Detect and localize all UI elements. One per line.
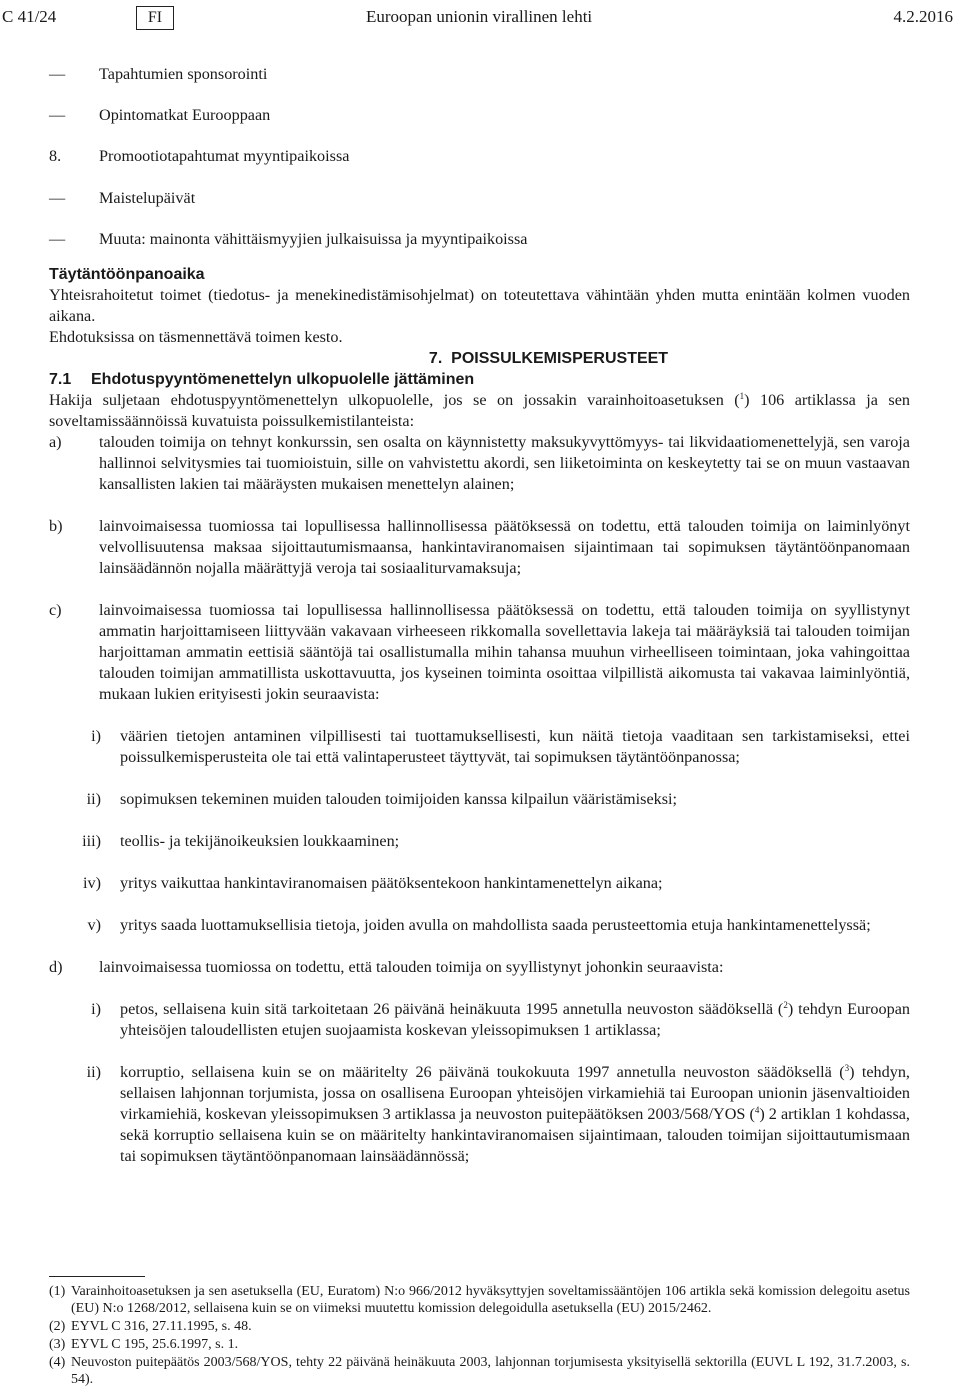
item-marker: b) (49, 517, 63, 535)
list-item-d (49, 957, 910, 978)
text-run: petos, sellaisena kuin sitä tarkoitetaan 26 päivänä heinäkuuta 1995 annetulla neuvoston säädöksellä ( (120, 1000, 784, 1018)
sub-item-marker: i) (91, 727, 101, 745)
list-item (49, 105, 910, 126)
footnote-marker: (2) (49, 1319, 66, 1334)
sub-item-marker: ii) (86, 790, 101, 808)
dash-marker: — (49, 230, 66, 248)
dash-marker: — (49, 189, 66, 207)
footnote (49, 1283, 910, 1317)
page-header (0, 6, 960, 34)
section-title: Ehdotuspyyntömenettelyn ulkopuolelle jättäminen (91, 371, 475, 388)
text-run: korruptio, sellaisena kuin se on määritelty 26 päivänä toukokuuta 1997 annetulla neuvoston säädöksellä ( (120, 1063, 845, 1081)
footnote-text: Varainhoitoasetuksen ja sen asetuksella (EU, Euratom) N:o 966/2012 hyväksyttyjen soveltamissääntöjen 106 artikla sekä komission delegoitu asetus (EU) N:o 1268/2012, sellaisena kuin se on viimeksi muutettu komission delegoidulla asetuksella (EU) 2015/2462. (71, 1284, 910, 1316)
sub-item-c-i (49, 726, 910, 768)
list-item-text: Maistelupäivät (99, 189, 196, 207)
section-title: POISSULKEMISPERUSTEET (451, 350, 669, 367)
list-item-a (49, 432, 910, 495)
sub-item-c-ii (49, 789, 910, 810)
list-item-text: Muuta: mainonta vähittäismyyjien julkaisuissa ja myyntipaikoissa (99, 230, 528, 248)
section-7-heading (49, 348, 910, 369)
dash-marker: — (49, 106, 66, 124)
sub-item-text (120, 1062, 910, 1167)
sub-item-c-iii (49, 831, 910, 852)
journal-title: Euroopan unionin virallinen lehti (366, 7, 593, 26)
dash-marker: — (49, 65, 66, 83)
item-text: lainvoimaisessa tuomiossa tai lopullisessa hallinnollisessa päätöksessä on todettu, että talouden toimija on laiminlyönyt velvollisuutensa maksaa sijoittautumismaansa, hankintaviranomaisen sijaintimaan tai sopimuksen täytäntöönpanomaan lainsäädännön nojalla määrättyjä veroja tai sosiaaliturvamaksuja; (99, 517, 910, 577)
list-item-b (49, 516, 910, 579)
text-run: ) 2 artiklan 1 kohdassa, sekä korruptio sellaisena kuin se on määritelty hankintaviranomaisen sijaintimaan, talouden toimijan sijoittautumismaan tai sopimuksen täytäntöönpanomaan lainsäädännössä; (120, 1105, 910, 1165)
item-text: talouden toimija on tehnyt konkurssin, sen osalta on käynnistetty maksukyvyttömyys- tai likvidaatiomenettelyjä, sen varoja hallinnoi selvitysmies tai tuomioistuin, sille on vahvistettu akordi, sen liiketoiminta on keskeytetty tai se on muun vastaavan kansallisten lakien tai määräysten mukaisen menettelyn alainen; (99, 433, 910, 493)
text-run: Hakija suljetaan ehdotuspyyntömenettelyn ulkopuolelle, jos se on jossakin varainhoitoasetuksen ( (49, 391, 740, 409)
duration-paragraph: Ehdotuksissa on täsmennettävä toimen kesto. (49, 328, 343, 346)
item-number: 8. (49, 147, 62, 165)
sub-item-c-iv (49, 873, 910, 894)
item-marker: d) (49, 958, 63, 976)
footnote (49, 1354, 910, 1388)
sub-item-text: yritys vaikuttaa hankintaviranomaisen päätöksentekoon hankintamenettelyn aikana; (120, 874, 663, 892)
language-code-box: FI (136, 6, 174, 30)
section-number: 7. (428, 350, 443, 367)
footnotes (49, 1283, 910, 1389)
sub-item-text: väärien tietojen antaminen vilpillisesti tai tuottamuksellisesti, kun näitä tietoja vaaditaan sen tarkistamiseksi, ettei poissulkemisperusteita ole tai että valintaperusteet täyttyvät, tai sopimuksen täytäntöönpanossa; (120, 727, 910, 766)
footnote-marker: (4) (49, 1355, 66, 1370)
item-text: lainvoimaisessa tuomiossa on todettu, että talouden toimija on syyllistynyt johonkin seuraavista: (99, 958, 724, 976)
implementation-heading: Täytäntöönpanoaika (49, 266, 205, 283)
sub-item-d-i (49, 999, 910, 1041)
item-text: Promootiotapahtumat myyntipaikoissa (99, 147, 350, 165)
sub-item-text: teollis- ja tekijänoikeuksien loukkaaminen; (120, 832, 400, 850)
item-marker: a) (49, 433, 62, 451)
item-marker: c) (49, 601, 62, 619)
footnote-ref[interactable]: 4 (754, 1105, 760, 1115)
sub-item-marker: v) (87, 916, 101, 934)
list-item-c (49, 600, 910, 705)
footnote (49, 1318, 910, 1335)
implementation-paragraph: Yhteisrahoitetut toimet (tiedotus- ja menekinedistämisohjelmat) on toteutettava vähintään yhden mutta enintään kolmen vuoden aikana. (49, 286, 910, 325)
footnote-text: EYVL C 195, 25.6.1997, s. 1. (71, 1337, 239, 1352)
sub-item-marker: iv) (83, 874, 101, 892)
section-number: 7.1 (49, 371, 72, 388)
sub-item-text (120, 999, 910, 1041)
footnote-text: EYVL C 316, 27.11.1995, s. 48. (71, 1319, 252, 1334)
sub-item-text: yritys saada luottamuksellisia tietoja, joiden avulla on mahdollista saada perusteettomia etuja hankintamenettelyssä; (120, 916, 871, 934)
footnote-marker: (1) (49, 1284, 66, 1299)
page-reference: C 41/24 (2, 7, 57, 26)
numbered-item-8 (49, 146, 910, 167)
footnote (49, 1336, 910, 1353)
text-run: ) tehdyn Euroopan yhteisöjen taloudellisten etujen suojaamista koskevan yleissopimuksen 1 artiklassa; (120, 1000, 910, 1039)
list-item-text: Opintomatkat Eurooppaan (99, 106, 271, 124)
text-run: ) tehdyn, sellaisen lahjonnan torjumista, jossa on osallisena Euroopan yhteisöjen virkamiehiä tai Euroopan unionin jäsenvaltioiden virkamiehiä, koskevan yleissopimuksen 3 artiklassa ja neuvoston puitepäätöksen 2003/568/YOS ( (120, 1063, 910, 1123)
lead-paragraph (49, 390, 910, 432)
footnote-text: Neuvoston puitepäätös 2003/568/YOS, tehty 22 päivänä heinäkuuta 2003, lahjonnan torjumisesta yksityisellä sektorilla (EUVL L 192, 31.7.2003, s. 54). (71, 1355, 910, 1387)
sub-item-marker: ii) (86, 1063, 101, 1081)
list-item-text: Tapahtumien sponsorointi (99, 65, 268, 83)
list-item (49, 64, 910, 85)
main-content (49, 64, 910, 1188)
item-text: lainvoimaisessa tuomiossa tai lopullisessa hallinnollisessa päätöksessä on todettu, että talouden toimija on syyllistynyt ammatin harjoittamiseen liittyvään vakavaan virheeseen rikkomalla sovellettavia lakeja tai määräyksiä tai talouden toimijan harjoittaman ammatin eettisiä sääntöjä tai osallistumalla mihin tahansa muuhun virheelliseen toimintaan, joka vahingoittaa talouden toimijan ammatillista uskottavuutta, jos kyseinen toiminta osoittaa vilpillistä aikomusta tai vakavaa laiminlyöntiä, mukaan lukien erityisesti jokin seuraavista: (99, 601, 910, 703)
list-item (49, 188, 910, 209)
sub-item-marker: i) (91, 1000, 101, 1018)
list-item (49, 229, 910, 250)
sub-item-d-ii (49, 1062, 910, 1167)
footnote-ref[interactable]: 1 (739, 391, 745, 401)
section-7-1-heading (49, 369, 910, 390)
footnote-marker: (3) (49, 1337, 66, 1352)
sub-item-c-v (49, 915, 910, 936)
sub-item-marker: iii) (82, 832, 101, 850)
footnote-ref[interactable]: 2 (783, 1000, 788, 1010)
footnote-divider (49, 1276, 145, 1277)
footnote-ref[interactable]: 3 (844, 1063, 850, 1073)
sub-item-text: sopimuksen tekeminen muiden talouden toimijoiden kanssa kilpailun vääristämiseksi; (120, 790, 678, 808)
text-run: ) 106 artiklassa ja sen soveltamissäännöissä kuvatuista poissulkemistilanteista: (49, 391, 911, 430)
publication-date: 4.2.2016 (893, 7, 953, 26)
